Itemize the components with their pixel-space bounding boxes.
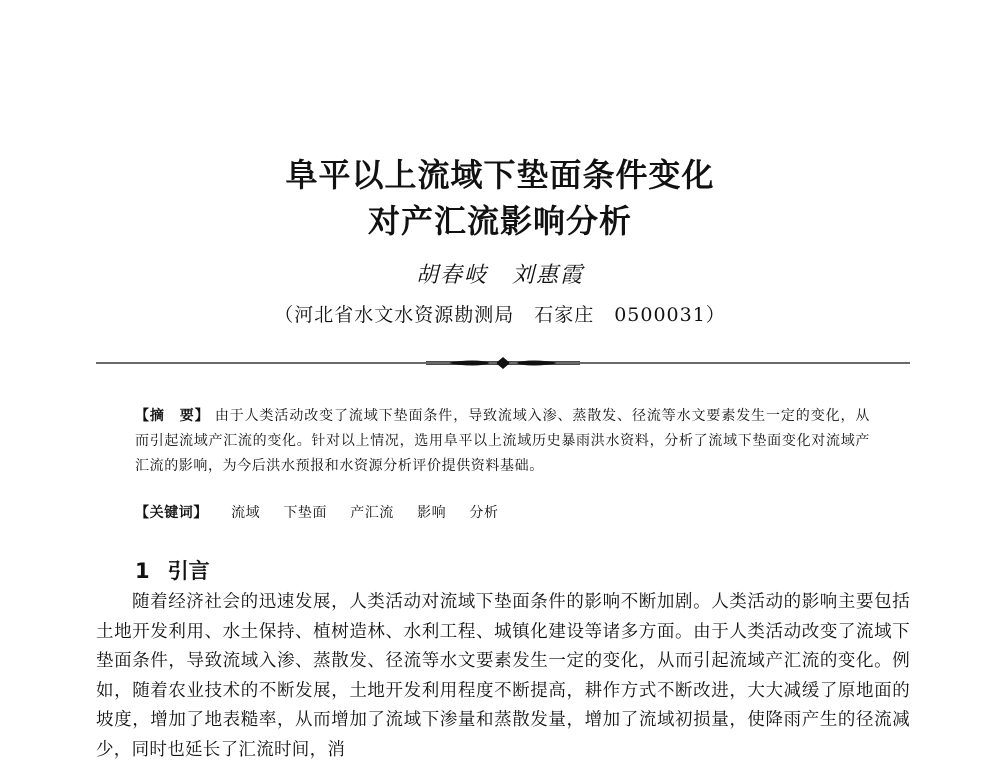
keyword: 分析 [469, 505, 499, 521]
affiliation: （河北省水文水资源勘测局 石家庄 0500031） [274, 304, 726, 326]
keyword: 产汇流 [350, 505, 395, 521]
paper-title-line-2: 对产汇流影响分析 [367, 202, 632, 240]
section-number: 1 [135, 559, 150, 583]
keyword: 下垫面 [283, 505, 328, 521]
section-title: 引言 [167, 559, 210, 583]
ornamental-divider [96, 356, 910, 370]
abstract-label: 【摘 要】 [135, 408, 210, 424]
abstract-text: 由于人类活动改变了流域下垫面条件，导致流域入渗、蒸散发、径流等水文要素发生一定的变化，从而引起流域产汇流的变化。针对以上情况，选用阜平以上流域历史暴雨洪水资料，分析了流域下垫面变化对流域产汇流的影响，为今后洪水预报和水资源分析评价提供资料基础。 [135, 408, 870, 474]
body-paragraph: 随着经济社会的迅速发展，人类活动对流域下垫面条件的影响不断加剧。人类活动的影响主要包括土地开发利用、水土保持、植树造林、水利工程、城镇化建设等诸多方面。由于人类活动改变了流域下垫面条件，导致流域入渗、蒸散发、径流等水文要素发生一定的变化，从而引起流域产汇流的变化。例如，随着农业技术的不断发展，土地开发利用程度不断提高，耕作方式不断改进，大大减缓了原地面的坡度，增加了地表糙率，从而增加了流域下渗量和蒸散发量，增加了流域初损量，使降雨产生的径流减少，同时也延长了汇流时间，消 [96, 592, 910, 760]
keywords [135, 502, 870, 522]
keyword: 流域 [231, 505, 261, 521]
keyword: 影响 [417, 505, 447, 521]
section-heading [135, 555, 210, 585]
abstract [135, 404, 870, 479]
keywords-label: 【关键词】 [135, 505, 208, 521]
authors: 胡春岐 刘惠霞 [415, 263, 584, 288]
paper-title-line-1: 阜平以上流域下垫面条件变化 [285, 156, 715, 194]
